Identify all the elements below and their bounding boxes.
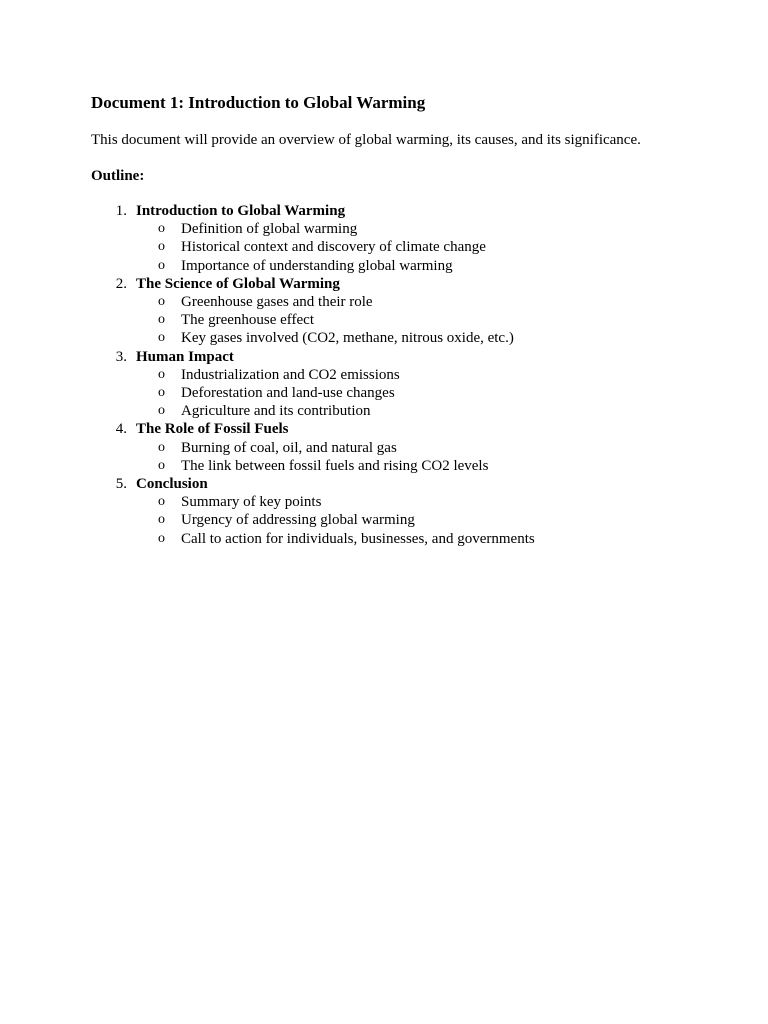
outline-subitem (91, 311, 711, 329)
subitem-text: Key gases involved (CO2, methane, nitrous oxide, etc.) (181, 330, 514, 347)
subitem-text: Burning of coal, oil, and natural gas (181, 439, 397, 456)
section-number: 3. (115, 348, 127, 365)
subitem-text: The greenhouse effect (181, 312, 314, 329)
intro-paragraph: This document will provide an overview of global warming, its causes, and its significance. (91, 132, 641, 148)
subitem-text: Summary of key points (181, 494, 322, 511)
outline-heading: Outline: (91, 168, 145, 184)
bullet-icon: o (158, 239, 165, 255)
document-title: Document 1: Introduction to Global Warming (91, 93, 426, 112)
subitem-text: Industrialization and CO2 emissions (181, 366, 400, 383)
outline-subitem (91, 366, 711, 384)
section-number: 5. (115, 476, 127, 493)
outline-section (91, 275, 711, 348)
subitem-text: The link between fossil fuels and rising CO2 levels (181, 457, 489, 474)
subitem-text: Urgency of addressing global warming (181, 512, 415, 529)
outline-subitem (91, 257, 711, 275)
section-title: The Role of Fossil Fuels (136, 421, 289, 438)
bullet-icon: o (158, 366, 165, 382)
bullet-icon: o (158, 512, 165, 528)
section-title: The Science of Global Warming (136, 275, 340, 292)
outline-subitem (91, 511, 711, 529)
subitem-text: Importance of understanding global warming (181, 257, 453, 274)
section-sublist (91, 493, 711, 548)
outline-section (91, 475, 711, 548)
section-sublist (91, 220, 711, 275)
outline-subitem (91, 457, 711, 475)
outline-section (91, 420, 711, 475)
outline-list (91, 202, 711, 548)
outline-subitem (91, 329, 711, 347)
section-sublist (91, 439, 711, 475)
outline-section (91, 348, 711, 421)
outline-subitem (91, 293, 711, 311)
bullet-icon: o (158, 439, 165, 455)
subitem-text: Definition of global warming (181, 221, 358, 238)
bullet-icon: o (158, 294, 165, 310)
subitem-text: Historical context and discovery of climate change (181, 239, 486, 256)
section-number: 4. (115, 421, 127, 438)
bullet-icon: o (158, 530, 165, 546)
outline-subitem (91, 220, 711, 238)
subitem-text: Greenhouse gases and their role (181, 294, 373, 311)
subitem-text: Agriculture and its contribution (181, 403, 371, 420)
bullet-icon: o (158, 494, 165, 510)
bullet-icon: o (158, 221, 165, 237)
bullet-icon: o (158, 403, 165, 419)
subitem-text: Deforestation and land-use changes (181, 385, 395, 402)
subitem-text: Call to action for individuals, businesses, and governments (181, 530, 535, 547)
outline-section (91, 202, 711, 275)
outline-subitem (91, 493, 711, 511)
section-title: Conclusion (136, 476, 208, 493)
section-number: 1. (115, 203, 127, 219)
outline-subitem (91, 530, 711, 548)
section-sublist (91, 293, 711, 348)
section-sublist (91, 366, 711, 421)
bullet-icon: o (158, 385, 165, 401)
section-title: Introduction to Global Warming (136, 203, 346, 219)
outline-subitem (91, 439, 711, 457)
document-page (91, 92, 711, 548)
section-number: 2. (115, 275, 127, 292)
outline-subitem (91, 384, 711, 402)
outline-subitem (91, 238, 711, 256)
bullet-icon: o (158, 312, 165, 328)
bullet-icon: o (158, 457, 165, 473)
bullet-icon: o (158, 330, 165, 346)
bullet-icon: o (158, 257, 165, 273)
outline-subitem (91, 402, 711, 420)
section-title: Human Impact (136, 348, 234, 365)
